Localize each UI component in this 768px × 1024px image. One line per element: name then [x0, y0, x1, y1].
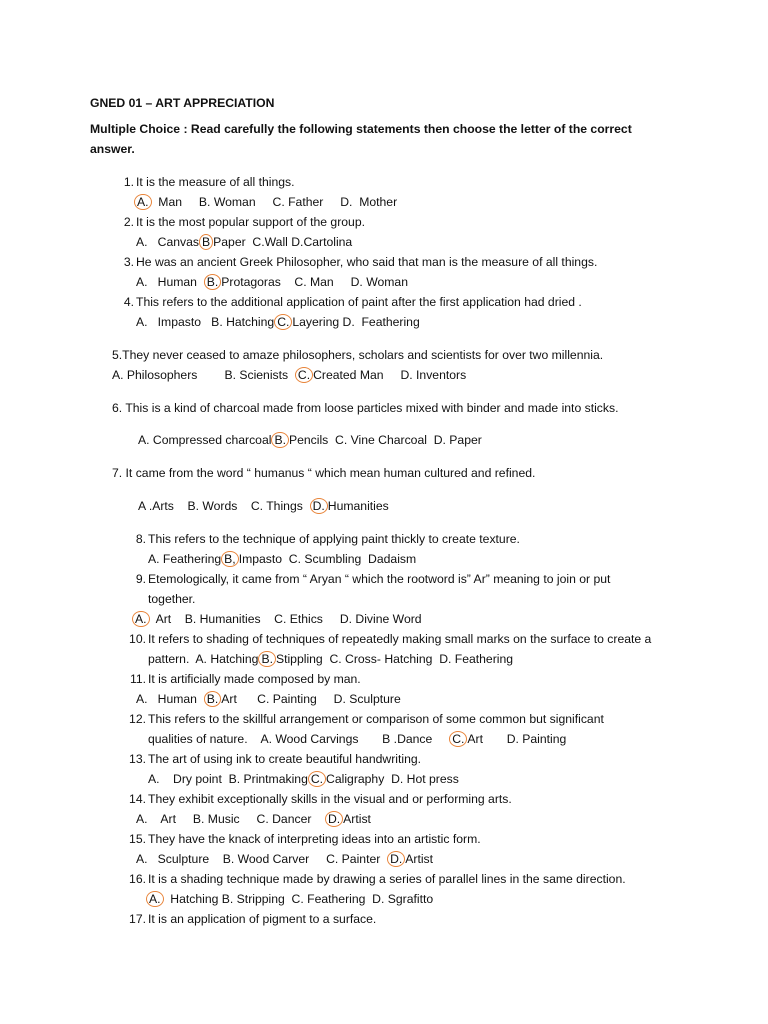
options-text: A. Philosophers B. Scienists [112, 368, 295, 382]
answer-circle: D. [387, 851, 405, 867]
question-text: The art of using ink to create beautiful handwriting. [148, 752, 422, 766]
question-6: 6. This is a kind of charcoal made from loose particles mixed with binder and made into sticks. [112, 401, 619, 415]
question-number: 10. [129, 632, 146, 646]
options-text: A. Human [136, 692, 204, 706]
options-text: Protagoras C. Man D. Woman [221, 275, 408, 289]
options-3 [136, 274, 408, 290]
answer-circle: A. [132, 611, 150, 627]
options-8 [148, 551, 416, 567]
options-text: Artist [405, 852, 434, 866]
question-number: 2. [123, 215, 134, 229]
question-text: This refers to the technique of applying paint thickly to create texture. [148, 532, 520, 546]
options-text: Man B. Woman C. Father D. Mother [151, 195, 398, 209]
options-text: Caligraphy D. Hot press [326, 772, 459, 786]
answer-circle: B. [204, 691, 222, 707]
options-text: Humanities [327, 499, 389, 513]
options-text: Stippling C. Cross- Hatching D. Feathering [275, 652, 514, 666]
options-4 [136, 314, 420, 330]
answer-circle: D. [310, 498, 328, 514]
question-number: 8. [135, 532, 146, 546]
options-10 [148, 651, 513, 667]
options-text: A. Dry point B. Printmaking [148, 772, 308, 786]
options-2 [136, 234, 352, 250]
options-text: Pencils C. Vine Charcoal D. Paper [288, 433, 482, 447]
question-text: It is an application of pigment to a surface. [148, 912, 377, 926]
options-text: A. Human [136, 275, 204, 289]
page-title: GNED 01 – ART APPRECIATION [90, 96, 275, 110]
question-number: 15. [129, 832, 146, 846]
answer-circle: A. [134, 194, 152, 210]
options-text: Art C. Painting D. Sculpture [221, 692, 401, 706]
answer-circle: B [199, 234, 213, 250]
answer-circle: C. [308, 771, 326, 787]
answer-circle: B. [271, 432, 289, 448]
question-text: This refers to the skillful arrangement or comparison of some common but significant [148, 712, 604, 726]
question-text: It refers to shading of techniques of repeatedly making small marks on the surface to create a [148, 632, 652, 646]
question-number: 1. [123, 175, 134, 189]
options-5 [112, 367, 466, 383]
options-text: A. Feathering [148, 552, 222, 566]
question-number: 12. [129, 712, 146, 726]
question-text: They exhibit exceptionally skills in the visual and or performing arts. [148, 792, 512, 806]
question-text: It is the most popular support of the group. [136, 215, 365, 229]
answer-circle: D. [325, 811, 343, 827]
answer-circle: C. [274, 314, 292, 330]
answer-circle: B, [221, 551, 239, 567]
options-text: A. Canvas [136, 235, 199, 249]
options-text: Paper C.Wall D.Cartolina [213, 235, 353, 249]
answer-circle: A. [146, 891, 164, 907]
question-text: He was an ancient Greek Philosopher, who said that man is the measure of all things. [136, 255, 598, 269]
question-9-cont: together. [148, 592, 196, 606]
options-text: Art D. Painting [467, 732, 567, 746]
options-7 [138, 498, 389, 514]
answer-circle: C. [449, 731, 467, 747]
question-number: 17. [129, 912, 146, 926]
options-9 [132, 611, 422, 627]
instructions-line-2: answer. [90, 142, 135, 156]
question-number: 13. [129, 752, 146, 766]
options-text: A .Arts B. Words C. Things [138, 499, 310, 513]
question-number: 16. [129, 872, 146, 886]
options-text: A. Impasto B. Hatching [136, 315, 275, 329]
question-text: It is artificially made composed by man. [148, 672, 361, 686]
options-text: pattern. A. Hatching [148, 652, 259, 666]
options-15 [136, 851, 433, 867]
question-text: It is the measure of all things. [136, 175, 295, 189]
question-text: This refers to the additional application of paint after the first application had dried . [136, 295, 582, 309]
options-text: A. Art B. Music C. Dancer [136, 812, 325, 826]
options-13 [148, 771, 459, 787]
options-text: Created Man D. Inventors [313, 368, 467, 382]
answer-circle: B. [258, 651, 276, 667]
question-number: 14. [129, 792, 146, 806]
options-1 [134, 194, 397, 210]
question-5: 5.They never ceased to amaze philosophers, scholars and scientists for over two millennia. [112, 348, 604, 362]
question-text: Etemologically, it came from “ Aryan “ which the rootword is” Ar” meaning to join or put [148, 572, 611, 586]
options-6 [138, 432, 482, 448]
question-number: 3. [123, 255, 134, 269]
options-text: A. Compressed charcoal [138, 433, 272, 447]
options-text: Artist [343, 812, 371, 826]
options-text: qualities of nature. A. Wood Carvings B .Dance [148, 732, 450, 746]
question-text: They have the knack of interpreting ideas into an artistic form. [148, 832, 481, 846]
options-text: A. Sculpture B. Wood Carver C. Painter [136, 852, 388, 866]
question-7: 7. It came from the word “ humanus “ which mean human cultured and refined. [112, 466, 536, 480]
question-number: 11. [129, 672, 146, 686]
options-text: Layering D. Feathering [292, 315, 420, 329]
question-number: 9. [135, 572, 146, 586]
options-text: Art B. Humanities C. Ethics D. Divine Word [149, 612, 422, 626]
answer-circle: B. [204, 274, 222, 290]
options-16 [146, 891, 433, 907]
question-number: 4. [123, 295, 134, 309]
question-text: It is a shading technique made by drawing a series of parallel lines in the same direction. [148, 872, 626, 886]
instructions-line-1: Multiple Choice : Read carefully the following statements then choose the letter of the correct [90, 122, 632, 136]
options-text: Hatching B. Stripping C. Feathering D. Sgrafitto [163, 892, 434, 906]
options-14 [136, 811, 371, 827]
options-11 [136, 691, 401, 707]
options-12 [148, 731, 566, 747]
answer-circle: C. [295, 367, 313, 383]
options-text: Impasto C. Scumbling Dadaism [238, 552, 417, 566]
